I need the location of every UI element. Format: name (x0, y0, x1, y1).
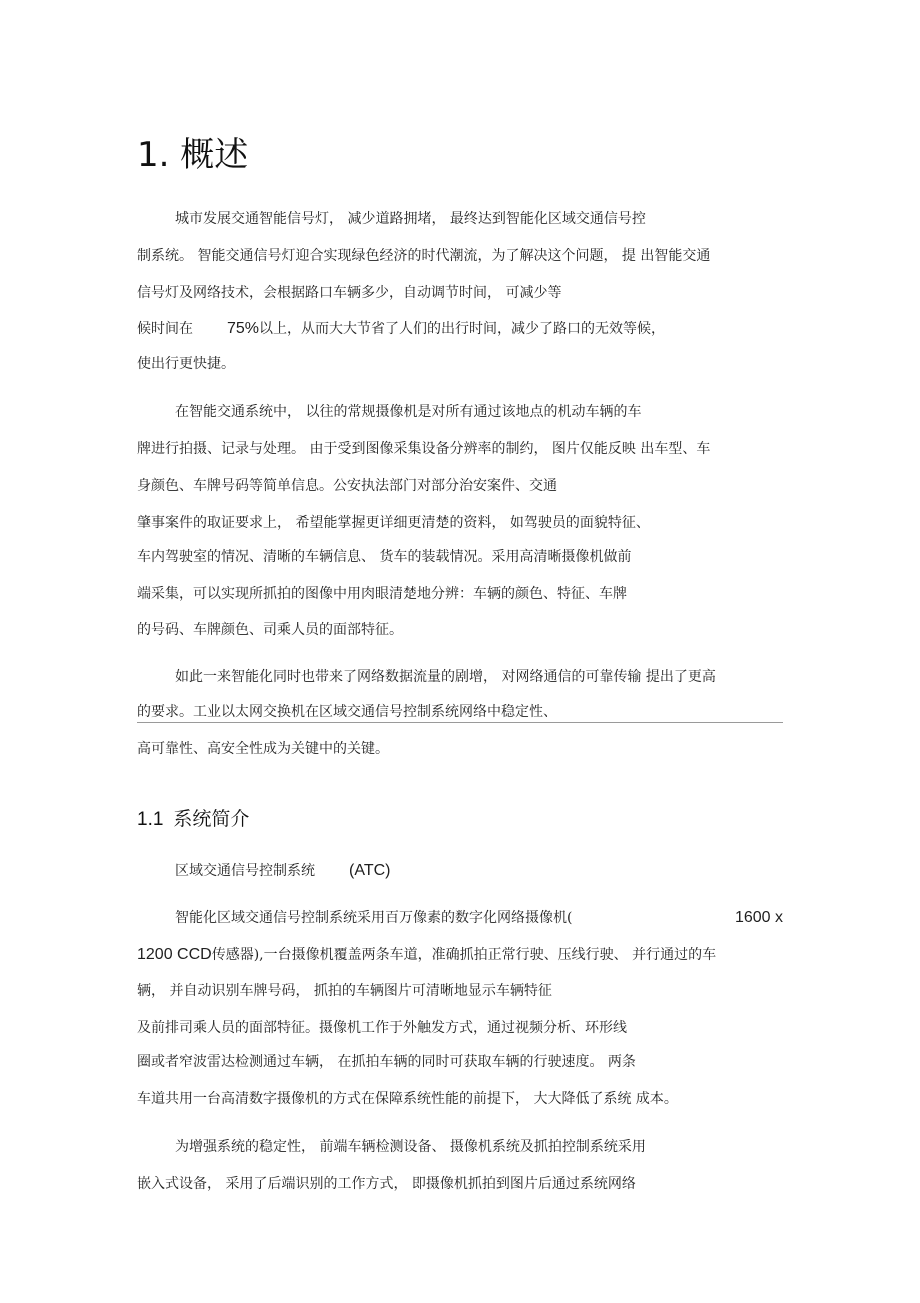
atc-label: 区域交通信号控制系统 (175, 863, 315, 879)
p1-line-4-start: 候时间在 (137, 321, 193, 337)
p2-line-3: 身颜色、车牌号码等简单信息。公安执法部门对部分治安案件、交通 (137, 478, 557, 494)
p4-line-1 (175, 908, 783, 928)
p3-line-2: 的要求。工业以太网交换机在区域交通信号控制系统网络中稳定性、 (137, 704, 557, 720)
p2-line-2: 牌进行拍摄、记录与处理。 由于受到图像采集设备分辨率的制约， 图片仅能反映 出车型、车 (137, 441, 711, 457)
heading-overview: 1. 概述 (137, 135, 249, 175)
ccd-value: 1200 CCD (137, 946, 212, 963)
heading-title: 系统简介 (173, 808, 250, 830)
resolution-value: 1600 x (734, 909, 783, 926)
divider-line (137, 722, 783, 723)
p2-line-6: 端采集，可以实现所抓拍的图像中用肉眼清楚地分辨：车辆的颜色、特征、车牌 (137, 586, 627, 602)
p1-line-4-end: 以上，从而大大节省了人们的出行时间，减少了路口的无效等候， (259, 321, 666, 337)
p1-line-3: 信号灯及网络技术，会根据路口车辆多少，自动调节时间， 可减少等 (137, 285, 562, 301)
p4-line-2-text: 传感器),一台摄像机覆盖两条车道，准确抓拍正常行驶、压线行驶、 并行通过的车 (211, 947, 717, 963)
p5-line-2: 嵌入式设备， 采用了后端识别的工作方式， 即摄像机抓拍到图片后通过系统网络 (137, 1176, 636, 1192)
p4-line-6: 车道共用一台高清数字摄像机的方式在保障系统性能的前提下， 大大降低了系统 成本。 (137, 1091, 678, 1107)
p4-line-4: 及前排司乘人员的面部特征。摄像机工作于外触发方式，通过视频分析、环形线 (137, 1020, 627, 1036)
p3-line-3: 高可靠性、高安全性成为关键中的关键。 (137, 741, 389, 757)
heading-number: 1.1 (137, 809, 164, 830)
p3-line-1: 如此一来智能化同时也带来了网络数据流量的剧增， 对网络通信的可靠传输 提出了更高 (175, 669, 716, 685)
atc-abbr: (ATC) (349, 862, 391, 879)
p1-line-4 (137, 319, 665, 339)
p1-line-5: 使出行更快捷。 (137, 356, 235, 372)
p2-line-7: 的号码、车牌颜色、司乘人员的面部特征。 (137, 622, 403, 638)
p4-line-2 (137, 945, 716, 965)
p4-line-3: 辆， 并自动识别车牌号码， 抓拍的车辆图片可清晰地显示车辆特征 (137, 983, 552, 999)
p2-line-4: 肇事案件的取证要求上， 希望能掌握更详细更清楚的资料， 如驾驶员的面貌特征、 (137, 515, 650, 531)
p4-line-5: 圈或者窄波雷达检测通过车辆， 在抓拍车辆的同时可获取车辆的行驶速度。 两条 (137, 1054, 636, 1070)
heading-system-intro (137, 806, 249, 833)
p2-line-5: 车内驾驶室的情况、清晰的车辆信息、 货车的装载情况。采用高清晰摄像机做前 (137, 549, 632, 565)
percent-value: 75% (227, 320, 260, 337)
p4-line-1-text: 智能化区域交通信号控制系统采用百万像素的数字化网络摄像机( (175, 910, 573, 926)
p1-line-2: 制系统。 智能交通信号灯迎合实现绿色经济的时代潮流，为了解决这个问题， 提 出智能交通 (137, 248, 711, 264)
p1-line-1: 城市发展交通智能信号灯， 减少道路拥堵， 最终达到智能化区域交通信号控 (175, 211, 646, 227)
p5-line-1: 为增强系统的稳定性， 前端车辆检测设备、 摄像机系统及抓拍控制系统采用 (175, 1139, 646, 1155)
atc-line (175, 861, 390, 881)
p2-line-1: 在智能交通系统中， 以往的常规摄像机是对所有通过该地点的机动车辆的车 (175, 404, 642, 420)
